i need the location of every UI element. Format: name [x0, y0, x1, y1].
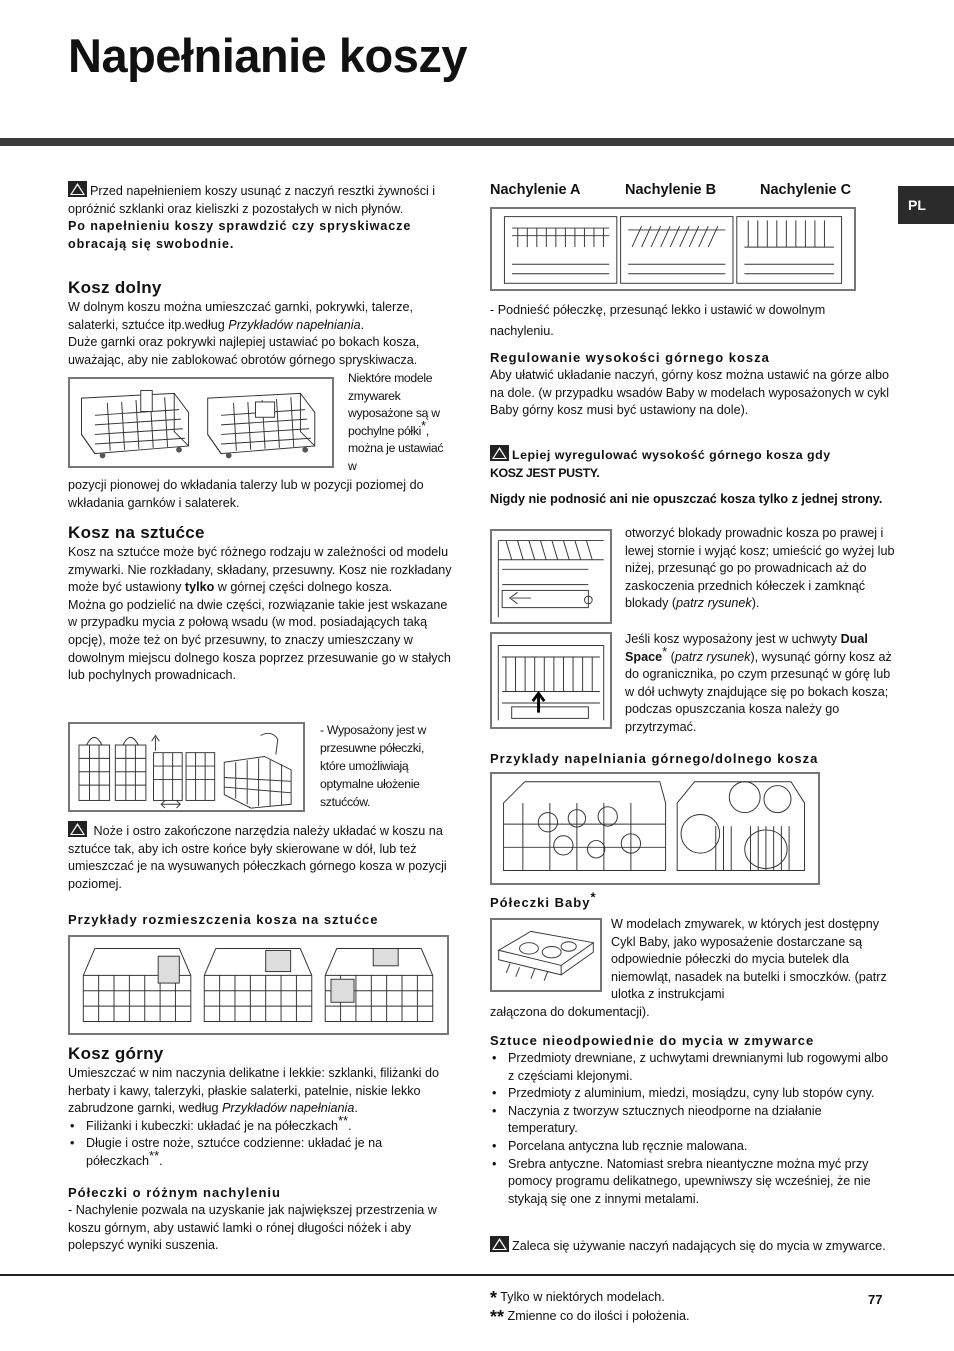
- footer-rule: [0, 1274, 954, 1276]
- kosz-dolny-side-b: , można je ustawiać w: [348, 423, 444, 473]
- page-title: Napełnianie koszy: [68, 29, 467, 82]
- baby-side-text: W modelach zmywarek, w których jest dostępny Cykl Baby, jako wyposażenie dostarczane są odpowiednie półeczki do mycia butelek dla niemowląt, nasadek na butelki i smoczków. (patrz ulotka z instrukcjami: [611, 917, 887, 1002]
- footnote-star: *: [421, 417, 426, 433]
- kosz-sztucce-p1-end: w górnej części dolnego kosza.: [214, 580, 393, 595]
- kosz-gorny-section: [68, 1043, 454, 1171]
- list-item: [68, 1135, 454, 1170]
- unsuitable-heading: Sztuce nieodpowiednie do mycia w zmywarce: [490, 1033, 815, 1048]
- lower-basket-figure: [68, 377, 334, 468]
- kosz-dolny-section: [68, 277, 452, 369]
- intro-block: [68, 181, 452, 253]
- kosz-sztucce-p2: Można go podzielić na dwie części, rozwiązanie takie jest wskazane w przypadku mycia z połową wsadu (w mod. posiadających taką opcję), może też on być przesuwny, to znaczy umieszczany w dowolnym miejscu dolnego kosza poprzez przesuwanie go w stałych lub pochylnych prowadnicach.: [68, 597, 451, 683]
- tilt-text-wrap: [490, 300, 890, 342]
- kosz-gorny-p1-end: .: [354, 1101, 358, 1116]
- kosz-dolny-p1-end: .: [360, 317, 365, 332]
- kosz-dolny-p3: [68, 477, 452, 512]
- shelves-text: - Nachylenie pozwala na uzyskanie jak największej przestrzenia w koszu górnym, aby ustawić lamki o rónej długości nóżek i aby polepszyć wyniki suszenia.: [68, 1203, 437, 1253]
- baby-side-text-wrap: [611, 916, 898, 1004]
- height-text: Aby ułatwić układanie naczyń, górny kosz można ustawić na górze albo na dole. (w przypadku wsadów Baby w modelach wyposażonych w cykl Baby górny kosz musi być ustawiony na dole).: [490, 368, 890, 418]
- height-warning-b: KOSZ JEST PUSTY.: [490, 465, 600, 480]
- kosz-gorny-p1-italic: Przykładów napełniania: [222, 1101, 355, 1116]
- header-bar: [0, 138, 954, 146]
- recommend-wrap: [490, 1236, 894, 1256]
- dual-space-text-c: ), wysunąć górny kosz aż do ogranicznika, po czym przesunąć w górę lub w dół uchwyty znajdujące się po bokach kosza; podczas opuszczania kosza należy go przytrzymać.: [625, 649, 892, 734]
- unsuitable-section: [490, 1032, 894, 1208]
- kosz-dolny-heading: Kosz dolny: [68, 278, 162, 297]
- kosz-gorny-list: [68, 1112, 454, 1171]
- bullet2-end: .: [159, 1153, 163, 1168]
- unlock-text-wrap: [625, 525, 897, 613]
- kosz-sztucce-warning-text: Noże i ostro zakończone narzędzia należy układać w koszu na sztućce tak, aby ich ostre końce były skierowane w dół, lub też umieszczać je na wysuwanych półeczkach górnego kosza w pozycji poziomej.: [68, 824, 447, 891]
- height-section: [490, 349, 894, 420]
- kosz-sztucce-side-note: [320, 721, 452, 811]
- height-warning-a: Lepiej wyregulować wysokość górnego kosza gdy: [512, 448, 831, 462]
- tilt-c-label: Nachylenie C: [760, 182, 852, 198]
- footnote-1: [490, 1288, 665, 1309]
- cutlery-examples-heading-wrap: [68, 911, 456, 929]
- height-heading: Regulowanie wysokości górnego kosza: [490, 350, 770, 365]
- kosz-gorny-heading: Kosz górny: [68, 1044, 164, 1063]
- kosz-dolny-p1-italic: Przykładów napełniania: [228, 317, 361, 332]
- list-item: • Przedmioty z aluminium, miedzi, mosiądzu, cyny lub stopów cyny.: [490, 1085, 894, 1103]
- loading-examples-heading: Przyklady napelniania górnego/dolnego kosza: [490, 751, 819, 766]
- kosz-sztucce-p1: Kosz na sztućce może być różnego rodzaju w zależności od modelu zmywarki. Nie rozkładany, składany, przesuwny. Kosz nie rozkładany może być ustawiony: [68, 545, 452, 595]
- dual-space-figure: [490, 632, 612, 729]
- tilt-a-label: Nachylenie A: [490, 182, 581, 198]
- baby-heading-wrap: [490, 889, 894, 912]
- cutlery-basket-figure: [68, 722, 305, 812]
- warning-triangle-icon: [68, 181, 87, 197]
- loading-examples-heading-wrap: [490, 750, 894, 768]
- footnote-star: *: [490, 1288, 498, 1308]
- kosz-sztucce-section: [68, 522, 452, 685]
- basket-unlock-figure: [490, 529, 612, 624]
- footnote-star: *: [662, 643, 668, 659]
- footnote-2: [490, 1307, 690, 1328]
- kosz-dolny-p1: W dolnym koszu można umieszczać garnki, pokrywki, talerze, salaterki, sztućce itp.według: [68, 300, 414, 332]
- shelves-heading: Półeczki o różnym nachyleniu: [68, 1185, 281, 1200]
- intro-warning-text: Przed napełnieniem koszy usunąć z naczyń resztki żywności i opróżnić szklanki oraz kieliszki z pozostałych w nich płynów.: [68, 184, 436, 216]
- baby-full-text: załączona do dokumentacji).: [490, 1005, 650, 1019]
- footnote-star: **: [149, 1147, 160, 1163]
- footnote-star: **: [490, 1307, 505, 1327]
- height-warning: [490, 445, 894, 509]
- warning-triangle-icon: [490, 1236, 509, 1252]
- baby-heading: Półeczki Baby: [490, 895, 591, 910]
- list-item: • Przedmioty drewniane, z uchwytami drewnianymi lub rogowymi albo z częściami klejonymi.: [490, 1050, 894, 1085]
- kosz-dolny-p2: Duże garnki oraz pokrywki najlepiej ustawiać po bokach kosza, uważając, aby nie zablokować obrotów górnego spryskiwacza.: [68, 335, 420, 367]
- tilt-b-label: Nachylenie B: [625, 182, 717, 198]
- cutlery-examples-heading: Przykłady rozmieszczenia kosza na sztućce: [68, 912, 379, 927]
- list-item: • Srebra antyczne. Natomiast srebra nieantyczne można myć przy pomocy programu delikatnego, upewniwszy się wcześniej, że nie stykają się one z innymi metalami.: [490, 1156, 894, 1209]
- footnote-2-text: Zmienne co do ilości i położenia.: [507, 1309, 690, 1323]
- language-tab: PL: [898, 186, 954, 224]
- kosz-sztucce-warning: [68, 821, 456, 893]
- dual-space-italic: patrz rysunek: [674, 649, 751, 664]
- unsuitable-list: [490, 1050, 894, 1208]
- baby-full-text-wrap: [490, 1004, 894, 1022]
- tilt-text: - Podnieść półeczkę, przesunąć lekko i ustawić w dowolnym nachyleniu.: [490, 303, 826, 338]
- kosz-dolny-p3-text: pozycji pionowej do wkładania talerzy lub w pozycji poziomej do wkładania garnków i salaterek.: [68, 478, 424, 510]
- dual-space-text-b: (: [667, 649, 675, 664]
- kosz-sztucce-p1-bold: tylko: [184, 580, 215, 595]
- intro-bold-text: Po napełnieniu koszy sprawdzić czy spryskiwacze obracają się swobodnie.: [68, 219, 412, 251]
- warning-triangle-icon: [68, 821, 87, 837]
- kosz-dolny-side-note: [348, 370, 452, 476]
- dual-space-text-a: Jeśli kosz wyposażony jest w uchwyty: [625, 632, 841, 646]
- unlock-italic: patrz rysunek: [676, 596, 752, 611]
- never-one-side-text: Nigdy nie podnosić ani nie opuszczać kosza tylko z jednej strony.: [490, 492, 883, 507]
- recommend-text: Zaleca się używanie naczyń nadających się do mycia w zmywarce.: [512, 1239, 886, 1253]
- page-number: 77: [868, 1292, 883, 1307]
- footnote-star: **: [338, 1112, 349, 1128]
- unlock-text: otworzyć blokady prowadnic kosza po prawej i lewej stornie i wyjąć kosz; umieścić go wyżej lub niżej, przesunąć go po prowadnicach aż do zaskoczenia przednich kółeczek i zamknąć blokady (: [625, 526, 895, 611]
- list-item: [68, 1112, 454, 1136]
- unlock-end: ).: [751, 596, 760, 611]
- bullet2-text: Długie i ostre noże, sztućce codzienne: układać je na półeczkach: [86, 1136, 383, 1168]
- loading-examples-figure: [490, 772, 820, 885]
- dual-space-bold: Dual Space: [625, 632, 868, 664]
- footnote-star: *: [590, 889, 597, 905]
- dual-space-text-wrap: [625, 631, 897, 737]
- list-item: • Porcelana antyczna lub ręcznie malowana.: [490, 1138, 894, 1156]
- bullet1-end: .: [348, 1118, 352, 1133]
- warning-triangle-icon: [490, 445, 509, 461]
- kosz-dolny-side-a: Niektóre modele zmywarek wyposażone są w pochylne półki: [348, 371, 440, 438]
- kosz-sztucce-heading: Kosz na sztućce: [68, 523, 205, 542]
- kosz-sztucce-side-text: - Wyposażony jest w przesuwne półeczki, które umożliwiają optymalne ułożenie sztućców.: [320, 723, 426, 809]
- bullet1-text: Filiżanki i kubeczki: układać je na półeczkach: [86, 1118, 338, 1133]
- shelves-section: [68, 1184, 454, 1255]
- kosz-gorny-p1: Umieszczać w nim naczynia delikatne i lekkie: szklanki, filiżanki do herbaty i kawy, talerzyki, płaskie salaterki, patelnie, niskie lekko zabrudzone garnki, według: [68, 1066, 439, 1116]
- list-item: • Naczynia z tworzyw sztucznych nieodporne na działanie temperatury.: [490, 1103, 894, 1138]
- cutlery-examples-figure: [68, 935, 449, 1035]
- tilt-shelves-figure: [490, 207, 856, 291]
- baby-shelf-figure: [490, 918, 602, 992]
- footnote-1-text: Tylko w niektórych modelach.: [500, 1290, 665, 1304]
